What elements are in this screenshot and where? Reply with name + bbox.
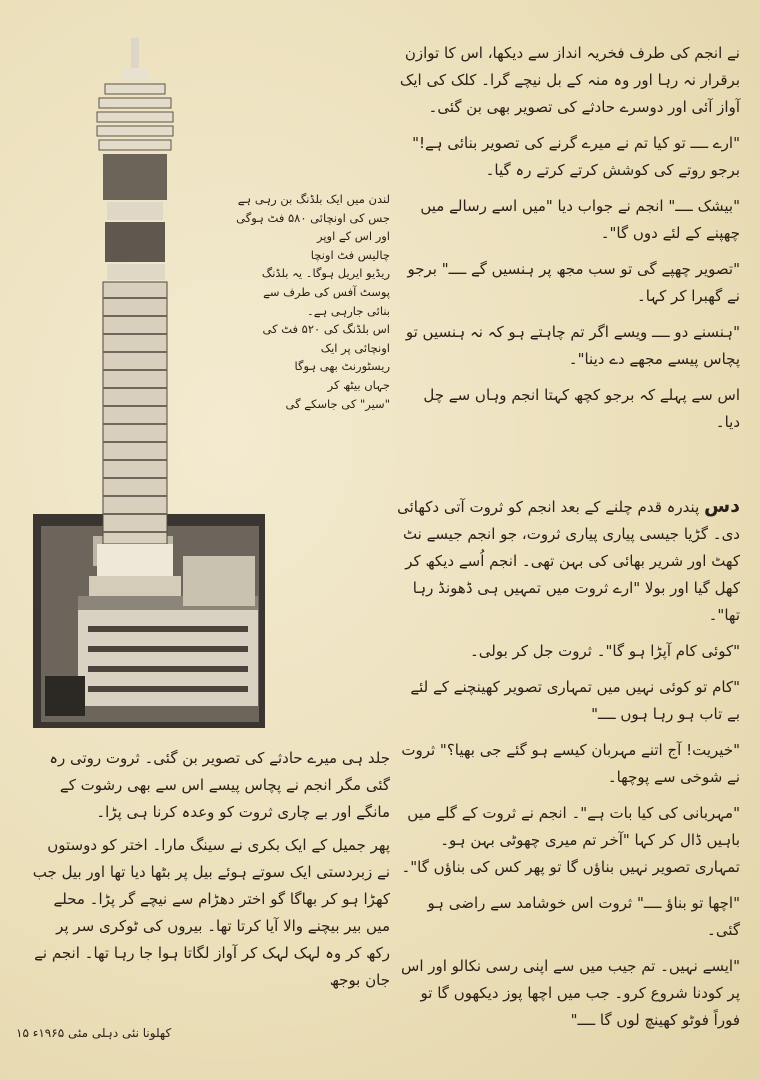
story-paragraph: جلد ہی میرے حادثے کی تصویر بن گئی۔ ثروت روتی رہ گئی مگر انجم نے پچاس پیسے اس سے بھی رشوت کے مانگے اور بے چاری ثروت کو وعدہ کرنا ہی پڑا۔: [49, 749, 390, 821]
story-paragraph: اس سے پہلے کہ برجو کچھ کہتا انجم وہاں سے چل دیا۔: [423, 386, 740, 431]
caption-line: اونچائی پر ایک: [320, 340, 390, 355]
photo-caption: [230, 190, 390, 413]
story-paragraph: "کوئی کام آپڑا ہو گا"۔ ثروت جل کر بولی۔: [470, 642, 740, 660]
caption-line: اور اس کے اوپر: [316, 229, 390, 244]
caption-line: جہاں بیٹھ کر: [327, 377, 390, 392]
caption-line: پوسٹ آفس کی طرف سے: [263, 284, 390, 299]
story-paragraph: نے انجم کی طرف فخریہ انداز سے دیکھا، اس کا توازن برقرار نہ رہا اور وہ منہ کے بل نیچے گرا۔ کلک کی ایک آواز آئی اور دوسرے حادثے کی تصویر بھی بن گئی۔: [399, 44, 740, 116]
story-paragraph: "بیشک ــــ" انجم نے جواب دیا "میں اسے رسالے میں چھپنے کے لئے دوں گا"۔: [420, 197, 740, 242]
right-column: [395, 40, 740, 1043]
story-paragraph: "ہنسنے دو ــــ ویسے اگر تم چاہتے ہو کہ نہ ہنسیں تو پچاس پیسے مجھے دے دینا"۔: [405, 323, 740, 368]
story-paragraph: [395, 493, 740, 629]
story-paragraph: "کام تو کوئی نہیں میں تمہاری تصویر کھینچنے کے لئے بے تاب ہو رہا ہوں ــــ": [410, 678, 740, 723]
caption-line: ریڈیو ایریل ہوگا۔ یہ بلڈنگ: [261, 266, 390, 281]
story-paragraph: "تصویر چھپے گی تو سب مجھ پر ہنسیں گے ــــ" برجو نے گھبرا کر کہا۔: [407, 260, 740, 305]
story-paragraph: "مہربانی کی کیا بات ہے"۔ انجم نے ثروت کے گلے میں باہیں ڈال کر کہا "آخر تم میری چھوٹی بہن ہو۔ تمہاری تصویر نہیں بناؤں گا تو پھر کس کی بناؤں گا"۔: [401, 804, 740, 876]
caption-line: اس بلڈنگ کی ۵۲۰ فٹ کی: [262, 322, 390, 337]
caption-line: چالیس فٹ اونچا: [310, 247, 390, 262]
section-gap: [395, 445, 740, 493]
story-paragraph: "خیریت! آج اتنے مہربان کیسے ہو گئے جی بھیا؟" ثروت نے شوخی سے پوچھا۔: [401, 741, 740, 786]
section-lead-word: دس: [704, 495, 740, 517]
story-paragraph: "ارے ــــ تو کیا تم نے میرے گرنے کی تصویر بنائی ہے!" برجو روتے کی کوشش کرتے کرتے رہ گیا۔: [412, 134, 740, 179]
story-text: پندرہ قدم چلنے کے بعد انجم کو ثروت آتی دکھائی دی۔ گڑیا جیسی پیاری پیاری ثروت، جو انجم جیسے نٹ کھٹ اور شریر بھائی کی بہن تھی۔ انجم اُسے دیکھ کر کھل گیا اور بولا "ارے ثروت میں تمہیں ہی ڈھونڈ رہا تھا"۔: [397, 498, 740, 624]
caption-line: "سیر" کی جاسکے گی: [285, 396, 390, 411]
story-paragraph: "اچھا تو بناؤ ــــ" ثروت اس خوشامد سے راضی ہو گئی۔: [427, 894, 740, 939]
caption-line: لندن میں ایک بلڈنگ بن رہی ہے: [237, 192, 390, 206]
story-paragraph: پھر جمیل کے ایک بکری نے سینگ مارا۔ اختر کو دوستوں نے زبردستی ایک سوتے ہوئے بیل پر بٹھا دیا تھا اور بیل جب کھڑا ہو کر بھاگا گو اختر دھڑام سے نیچے گر پڑا۔ محلے میں بیر بیچنے والا آیا کرتا تھا۔ بیروں کی ٹوکری سر پر رکھ کر وہ لہک لہک کر آواز لگاتا ہوا جا رہا تھا۔ انجم نے جان بوجھ: [32, 836, 390, 989]
page-footer: کھلونا نئی دہلی مئی ۱۹۶۵ء ۱۵: [16, 1026, 172, 1040]
left-column: [30, 745, 390, 1000]
caption-line: بنائی جارہی ہے۔: [307, 303, 390, 318]
caption-line: جس کی اونچائی ۵۸۰ فٹ ہوگی: [236, 210, 390, 225]
story-paragraph: "ایسے نہیں۔ تم جیب میں سے اپنی رسی نکالو اور اس پر کودنا شروع کرو۔ جب میں اچھا پوز دیکھوں گا تو فوراً فوٹو کھینچ لوں گا ــــ": [401, 957, 740, 1029]
caption-line: ریسٹورنٹ بھی ہوگا: [294, 359, 390, 374]
